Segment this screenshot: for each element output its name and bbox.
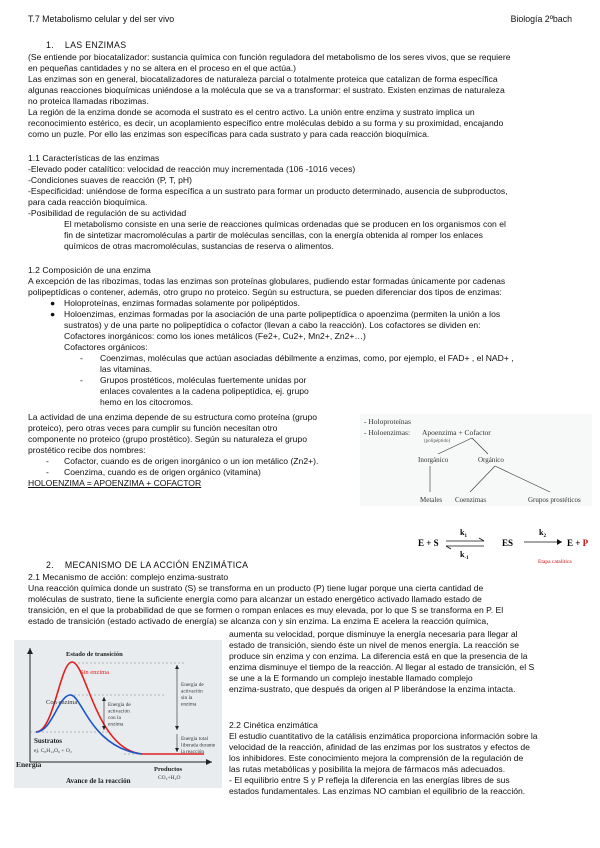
- coenzimas-line: Coenzimas, moléculas que actúan asociadas débilmente a enzimas, como, por ejemplo, el FAD+ , el NAD+ ,: [100, 353, 514, 363]
- intro-line: como un puzle. Por ello las enzimas son específicas para cada sustrato y para cada reacción bioquímica.: [28, 129, 430, 139]
- characteristic-line: -Elevado poder catalítico: velocidad de reacción muy incrementada (106 -1016 veces): [28, 164, 356, 174]
- kinetics-line: velocidad de la reacción, afinidad de las enzimas por los sustratos y efectos de: [229, 742, 530, 752]
- bullet-holoproteinas: Holoproteínas, enzimas formadas solamente por polipéptidos.: [64, 298, 300, 308]
- composition-line: A excepción de las ribozimas, todas las enzimas son proteínas globulares, pudiendo estar formadas únicamente por cadenas: [28, 276, 506, 286]
- kinetics-line: estados fundamentales. Las enzimas NO cambian el equilibrio de la reacción.: [229, 786, 526, 796]
- holoenzimas-cont: Cofactores orgánicos:: [64, 342, 148, 352]
- bullet-icon: ●: [50, 298, 56, 308]
- tree-holoproteinas: - Holoproteínas: [364, 417, 411, 426]
- section2-heading: [46, 560, 248, 571]
- characteristic-line: -Posibilidad de regulación de su actividad: [28, 208, 187, 218]
- subsection-2-2-title: 2.2 Cinética enzimática: [229, 720, 318, 730]
- reaction-scheme: [416, 526, 596, 566]
- dash-marker: -: [80, 375, 83, 385]
- label-without-enzyme: Sin enzima: [80, 669, 110, 676]
- section1-number: 1.: [46, 40, 54, 50]
- subsection-1-2-title: 1.2 Composición de una enzima: [28, 265, 151, 275]
- label-reaction-progress: Avance de la reacción: [66, 777, 131, 785]
- dash-marker: -: [46, 467, 49, 477]
- bullet-holoenzimas: Holoenzimas, enzimas formadas por la asociación de una parte polipeptídica o apoenzima (permiten la unión a los: [64, 309, 501, 319]
- section2-title: MECANISMO DE LA ACCIÓN ENZIMÁTICA: [64, 560, 249, 570]
- intro-line: La región de la enzima donde se acomoda el sustrato es el centro activo. La unión entre enzima y sustrato implica un: [28, 107, 475, 117]
- label-energy-axis: Energía: [16, 760, 42, 769]
- doc-header-subject: Biología 2ºbach: [510, 14, 572, 24]
- grupos-prosteticos-line: Grupos prostéticos, moléculas fuertemente unidas por: [100, 375, 307, 385]
- characteristic-line: -Condiciones suaves de reacción (P, T, pH): [28, 175, 193, 185]
- subsection-2-1-title: 2.1 Mecanismo de acción: complejo enzima-sustrato: [28, 572, 229, 582]
- tree-apoenzima-cofactor: Apoenzima + Cofactor: [422, 428, 491, 437]
- tree-polipeptido: (polipéptido): [424, 439, 451, 444]
- tree-grupos-prosteticos: Grupos prostéticos: [528, 496, 581, 504]
- cofactor-line: Cofactor, cuando es de origen inorgánico o un ion metálico (Zn2+).: [64, 456, 319, 466]
- label-substrates-formula: ej. C₆H₁₂O₆ + O₂: [34, 748, 72, 754]
- reaction-es: ES: [502, 538, 514, 548]
- grupos-prosteticos-line: enlaces covalentes a la cadena polipeptídica, ej. grupo: [100, 386, 309, 396]
- label-transition-state: Estado de transición: [66, 651, 123, 658]
- label-substrates: Sustratos: [34, 737, 63, 745]
- holoenzimas-cont: sustratos) y de una parte no polipeptídica o cofactor (llevan a cabo la reacción). Los cofactores se dividen en:: [64, 320, 481, 330]
- mechanism-line: estado de transición (estado activado de energía) se alcanza con y sin enzima. La enzima E acelera la reacción química,: [28, 616, 489, 626]
- label-ea-without-enzyme: Energía de activación sin la enzima: [181, 682, 204, 708]
- mechanism-line: transición, en el que la probabilidad de que se formen o rompan enlaces es muy elevada, por lo que S se transforma en P. El: [28, 605, 504, 615]
- metabolism-definition-line: químicos de otras macromoléculas, sustancias de reserva o alimentos.: [64, 241, 334, 251]
- intro-line: (Se entiende por biocatalizador: sustancia química con función reguladora del metabolismo de los seres vivos, que se requiere: [28, 52, 511, 62]
- tree-holoenzimas: - Holoenzimas:: [364, 428, 411, 437]
- subsection-1-1-title: 1.1 Características de las enzimas: [28, 153, 160, 163]
- activity-line: prostético recibe dos nombres:: [28, 445, 146, 455]
- metabolism-definition-line: El metabolismo consiste en una serie de reacciones químicas ordenadas que se producen en los organismos con el: [64, 219, 506, 229]
- activity-line: La actividad de una enzima depende de su estructura como proteína (grupo: [28, 412, 318, 422]
- mechanism-right-line: estado de transición, siendo éste un nivel de menos energía. La reacción se: [229, 640, 519, 650]
- kinetics-line: - El equilibrio entre S y P refleja la diferencia en las energías libres de sus: [229, 775, 510, 785]
- mechanism-right-line: se une a la E formando un complejo inestable llamado complejo: [229, 673, 473, 683]
- intro-line: no proteica llamadas ribozimas.: [28, 96, 149, 106]
- forward-arrow-head-icon: [479, 538, 484, 541]
- activity-line: proteico), pero otras veces para cumplir su función necesitan otro: [28, 423, 278, 433]
- doc-header-title: T.7 Metabolismo celular y del ser vivo: [28, 14, 175, 24]
- section1-heading: [46, 40, 126, 51]
- reaction-left: E + S: [418, 538, 439, 548]
- label-with-enzyme: Con enzima: [46, 699, 78, 706]
- kinetics-line: las rutas metabólicas y posibilita la mejora de fármacos más adecuados.: [229, 764, 506, 774]
- coenzimas-line: las vitaminas.: [100, 364, 153, 374]
- coenzima-line: Coenzima, cuando es de origen orgánico (vitamina): [64, 467, 261, 477]
- enzyme-classification-diagram: [360, 414, 592, 506]
- activity-line: componente no proteico (grupo prostético). Según su naturaleza el grupo: [28, 434, 307, 444]
- kinetics-line: El estudio cuantitativo de la catálisis enzimática proporciona información sobre la: [229, 731, 538, 741]
- mechanism-line: moléculas de sustrato, tiene la suficiente energía como para alcanzar un estado energético activado llamado estado de: [28, 594, 482, 604]
- activation-energy-diagram: [14, 640, 222, 788]
- reverse-arrow-head-icon: [446, 546, 451, 549]
- reaction-right: E + P: [567, 538, 589, 548]
- dash-marker: -: [46, 456, 49, 466]
- tree-metales: Metales: [420, 496, 443, 504]
- dash-marker: -: [80, 353, 83, 363]
- grupos-prosteticos-line: hemo en los citocromos.: [100, 397, 194, 407]
- mechanism-line: Una reacción química donde un sustrato (S) se transforma en un producto (P) tiene lugar porque una cierta cantidad de: [28, 583, 484, 593]
- tree-coenzimas: Coenzimas: [455, 496, 487, 504]
- reaction-k-1: $k_{-1}$: [460, 550, 469, 561]
- characteristic-line: -Especificidad: uniéndose de forma específica a un sustrato para formar un producto determinado, ausencia de subproductos,: [28, 186, 508, 196]
- holoenzimas-cont: Cofactores inorgánicos: como los iones metálicos (Fe2+, Cu2+, Mn2+, Zn2+…): [64, 331, 366, 341]
- label-products-formula: CO₂+H₂O: [158, 775, 181, 781]
- intro-line: Las enzimas son en general, biocatalizadores de naturaleza parcial o totalmente proteica que catalizan de forma específica: [28, 74, 498, 84]
- catalytic-step-label: Etapa catalítica: [538, 559, 572, 565]
- mechanism-right-line: enzima disminuye el tiempo de la reacción. Al llegar al estado de transición, el S: [229, 662, 535, 672]
- characteristic-line: para cada reacción bioquímica.: [28, 197, 148, 207]
- label-ea-with-enzyme: Energía de activación con la enzima: [108, 702, 131, 728]
- intro-line: en pequeñas cantidades y no se altera en el proceso en el que actúa.): [28, 63, 297, 73]
- reaction-k2: $k_2$: [539, 528, 546, 539]
- catalytic-arrow-head-icon: [557, 539, 562, 545]
- section1-title: LAS ENZIMAS: [64, 40, 127, 50]
- composition-line: polipeptídicas o contener, además, otro grupo no proteico. Según su estructura, se pueden diferenciar dos tipos de enzimas:: [28, 287, 502, 297]
- mechanism-right-line: aumenta su velocidad, porque disminuye la energía necesaria para llegar al: [229, 629, 518, 639]
- section2-number: 2.: [46, 560, 54, 570]
- metabolism-definition-line: fin de sintetizar macromoléculas a partir de moléculas sencillas, con la energía obtenida al romper los enlaces: [64, 230, 483, 240]
- reaction-k1: $k_1$: [460, 528, 467, 539]
- holoenzima-formula: HOLOENZIMA = APOENZIMA + COFACTOR: [28, 478, 202, 488]
- tree-inorganico: Inorgánico: [418, 456, 449, 464]
- intro-line: algunas reacciones bioquímicas uniéndose a la molécula que se va a transformar: el sustrato. Existen enzimas de naturaleza: [28, 85, 505, 95]
- tree-organico: Orgánico: [478, 456, 504, 464]
- mechanism-right-line: enzima-sustrato, que después da origen al P liberándose la enzima intacta.: [229, 684, 516, 694]
- label-products: Productos: [154, 766, 183, 773]
- mechanism-right-line: produce sin enzima y con enzima. La diferencia está en que la presencia de la: [229, 651, 528, 661]
- intro-line: reconocimiento estérico, es decir, un acoplamiento específico entre moléculas debido a su forma y su proximidad, encajando: [28, 118, 504, 128]
- bullet-icon: ●: [50, 309, 56, 319]
- kinetics-line: los inhibidores. Este conocimiento mejora la comprensión de la regulación de: [229, 753, 524, 763]
- label-energy-released: Energía total liberada durante la reacción: [181, 736, 216, 755]
